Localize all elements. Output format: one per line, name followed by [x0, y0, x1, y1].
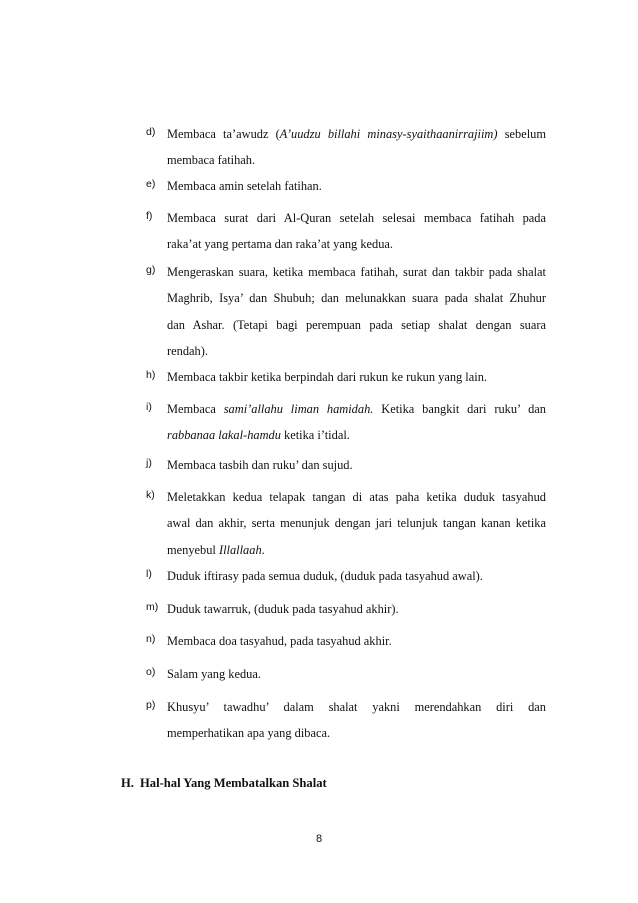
list-item-text [167, 173, 546, 199]
list-item-p [146, 694, 546, 747]
list-item-o [146, 661, 546, 687]
text-run: ketika i’tidal. [280, 428, 350, 443]
list-item-l [146, 563, 546, 589]
text-line [167, 121, 546, 147]
list-marker: i) [146, 401, 152, 413]
text-line [167, 422, 546, 448]
list-marker: k) [146, 489, 155, 501]
list-item-text [167, 484, 546, 563]
text-run: menyebul [167, 542, 219, 557]
text-line: Membaca amin setelah fatihan. [167, 179, 322, 193]
list-item-d [146, 121, 546, 174]
list-item-j [146, 452, 546, 478]
list-marker: g) [146, 264, 156, 276]
page-number: 8 [315, 833, 323, 845]
text-line: memperhatikan apa yang dibaca. [167, 726, 331, 741]
list-item-text [167, 364, 546, 390]
text-line [167, 396, 546, 422]
list-item-i [146, 396, 546, 449]
italic-text: sami’allahu liman hamidah. [223, 402, 374, 416]
list-marker: p) [146, 699, 156, 711]
text-line: rendah). [167, 344, 208, 359]
list-item-text [167, 396, 546, 449]
text-line: dan Ashar. (Tetapi bagi perempuan pada setiap shalat dengan suara [167, 317, 546, 332]
list-item-g [146, 259, 546, 365]
text-run: . [261, 542, 265, 557]
text-line: awal dan akhir, serta menunjuk dengan jari telunjuk tangan kanan ketika [167, 516, 546, 531]
list-item-k [146, 484, 546, 563]
text-line: Membaca tasbih dan ruku’ dan sujud. [167, 458, 353, 472]
list-item-e [146, 173, 546, 199]
list-item-text [167, 121, 546, 174]
list-item-text [167, 563, 546, 589]
list-item-text [167, 661, 546, 687]
list-marker: h) [146, 369, 156, 381]
list-item-m [146, 596, 546, 622]
list-marker: e) [146, 178, 156, 190]
text-line: Meletakkan kedua telapak tangan di atas paha ketika duduk tasyahud [167, 490, 546, 504]
italic-text: Illallaah [218, 542, 262, 557]
text-line: Salam yang kedua. [167, 667, 261, 681]
text-run: Membaca [167, 402, 224, 416]
list-marker: m) [146, 601, 159, 613]
text-line: Membaca doa tasyahud, pada tasyahud akhir. [167, 634, 392, 648]
text-line: Maghrib, Isya’ dan Shubuh; dan melunakkan suara pada shalat Zhuhur [167, 291, 546, 306]
text-line: raka’at yang pertama dan raka’at yang kedua. [167, 237, 394, 252]
text-run: sebelum [497, 127, 546, 141]
list-item-text [167, 596, 546, 622]
section-heading [121, 776, 327, 791]
text-line: Membaca takbir ketika berpindah dari rukun ke rukun yang lain. [167, 370, 487, 384]
list-marker: n) [146, 633, 156, 645]
list-item-text [167, 205, 546, 258]
section-letter: H. [121, 776, 134, 790]
list-marker: j) [146, 457, 152, 469]
italic-text: rabbanaa lakal-hamdu [167, 428, 281, 443]
list-item-h [146, 364, 546, 390]
list-item-f [146, 205, 546, 258]
text-line: membaca fatihah. [167, 153, 256, 168]
list-item-text [167, 628, 546, 654]
italic-text: A’uudzu billahi minasy-syaithaanirrajiim) [279, 127, 498, 141]
list-item-text [167, 694, 546, 747]
text-run: Ketika bangkit dari ruku’ dan [373, 402, 546, 416]
text-line: Membaca surat dari Al-Quran setelah selesai membaca fatihah pada [167, 211, 546, 225]
text-line: Duduk tawarruk, (duduk pada tasyahud akhir). [167, 602, 399, 616]
text-line: Khusyu’ tawadhu’ dalam shalat yakni merendahkan diri dan [167, 700, 546, 714]
list-marker: f) [146, 210, 153, 222]
list-marker: l) [146, 568, 152, 580]
list-marker: o) [146, 666, 156, 678]
text-line: Mengeraskan suara, ketika membaca fatihah, surat dan takbir pada shalat [167, 265, 546, 279]
list-item-text [167, 452, 546, 478]
text-run: Membaca ta’awudz ( [167, 127, 280, 141]
section-title: Hal-hal Yang Membatalkan Shalat [140, 776, 327, 790]
list-marker: d) [146, 126, 156, 138]
list-item-n [146, 628, 546, 654]
list-item-text [167, 259, 546, 365]
text-line: Duduk iftirasy pada semua duduk, (duduk pada tasyahud awal). [167, 569, 483, 583]
text-line [167, 537, 546, 563]
